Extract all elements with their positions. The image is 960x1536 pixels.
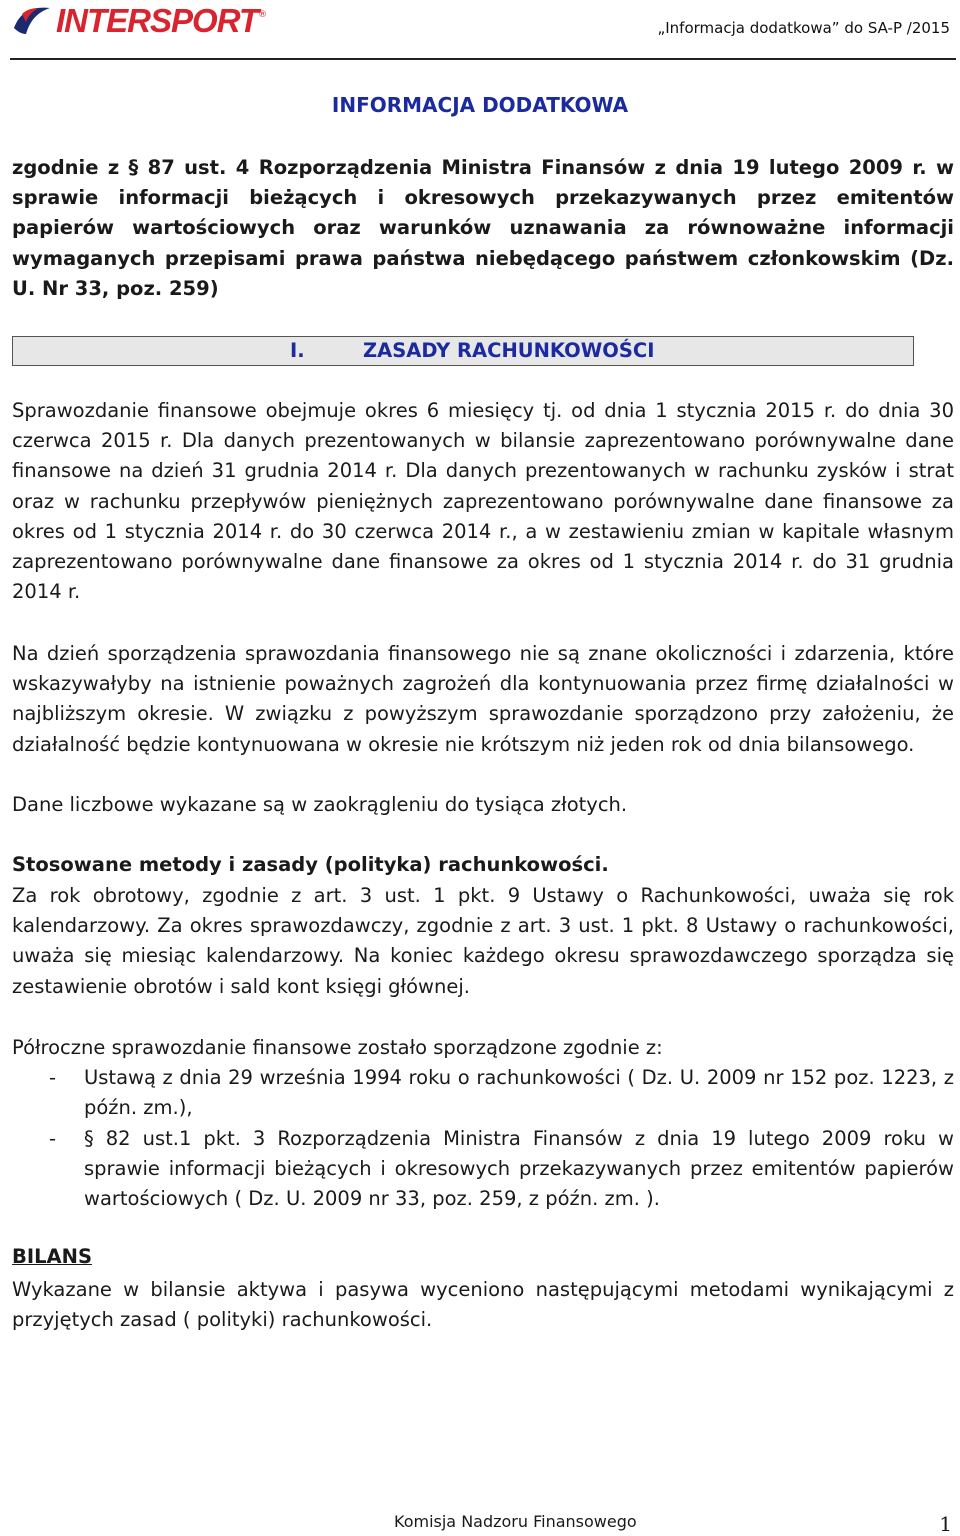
bilans-paragraph: Wykazane w bilansie aktywa i pasywa wyceniono następującymi metodami wynikającymi z przyjętych zasad ( polityki) rachunkowości. [12,1278,954,1332]
intro-legal-basis: zgodnie z § 87 ust. 4 Rozporządzenia Ministra Finansów z dnia 19 lutego 2009 r. w sprawie informacji bieżących i okresowych przekazywanych przez emitentów papierów wartościowych oraz warunków uznawania za równoważne informacji wymaganych przepisami prawa państwa niebędącego państwem członkowskim (Dz. U. Nr 33, poz. 259) [12,156,954,300]
paragraph-period: Sprawozdanie finansowe obejmuje okres 6 miesięcy tj. od dnia 1 stycznia 2015 r. do dnia 30 czerwca 2015 r. Dla danych prezentowanych w bilansie zaprezentowano porównywalne dane finansowe na dzień 31 grudnia 2014 r. Dla danych prezentowanych w rachunku zysków i strat oraz w rachunku przepływów pieniężnych zaprezentowano porównywalne dane finansowe za okres od 1 stycznia 2014 r. do 30 czerwca 2014 r., a w zestawieniu zmian w kapitale własnym zaprezentowano porównywalne dane finansowe za okres od 1 stycznia 2014 r. do 31 grudnia 2014 r. [12,399,954,604]
bilans-heading: BILANS [12,1245,92,1268]
section-title: ZASADY RACHUNKOWOŚCI [363,339,655,362]
header-doc-label: „Informacja dodatkowa” do SA-P /2015 [657,19,950,37]
section-number: I. [290,339,305,362]
page-number: 1 [939,1512,952,1536]
footer-text: Komisja Nadzoru Finansowego [394,1512,637,1531]
paragraph-compliance-intro: Półroczne sprawozdanie finansowe zostało sporządzone zgodnie z: [12,1036,663,1059]
header-divider [10,58,956,60]
paragraph-policy-heading: Stosowane metody i zasady (polityka) rachunkowości. [12,853,609,876]
paragraph-policy-body: Za rok obrotowy, zgodnie z art. 3 ust. 1 pkt. 9 Ustawy o Rachunkowości, uważa się rok kalendarzowy. Za okres sprawozdawczy, zgodnie z art. 3 ust. 1 pkt. 8 Ustawy o rachunkowości, uważa się miesiąc kalendarzowy. Na koniec każdego okresu sprawozdawczego sporządza się zestawienie obrotów i sald kont księgi głównej. [12,884,954,998]
intersport-logo [12,4,267,38]
paragraph-going-concern: Na dzień sporządzenia sprawozdania finansowego nie są znane okoliczności i zdarzenia, które wskazywałyby na istnienie poważnych zagrożeń dla kontynuowania przez firmę działalności w najbliższym okresie. W związku z powyższym sprawozdanie sporządzono przy założeniu, że działalność będzie kontynuowana w okresie nie krótszym niż jeden rok od dnia bilansowego. [12,642,954,756]
list-dash: - [49,1066,57,1089]
paragraph-rounding: Dane liczbowe wykazane są w zaokrągleniu do tysiąca złotych. [12,793,628,816]
section-heading-box [12,336,914,366]
list-item-text: § 82 ust.1 pkt. 3 Rozporządzenia Ministra Finansów z dnia 19 lutego 2009 roku w sprawie informacji bieżących i okresowych przekazywanych przez emitentów papierów wartościowych ( Dz. U. 2009 nr 33, poz. 259, z późn. zm. ). [84,1127,954,1211]
list-item-text: Ustawą z dnia 29 września 1994 roku o rachunkowości ( Dz. U. 2009 nr 152 poz. 1223, z późn. zm.), [84,1066,954,1120]
logo-swoosh-icon [12,4,52,38]
page-title: INFORMACJA DODATKOWA [331,93,629,117]
registered-mark: ® [258,10,268,20]
list-dash: - [49,1127,57,1150]
logo-text: INTERSPORT [56,2,259,39]
